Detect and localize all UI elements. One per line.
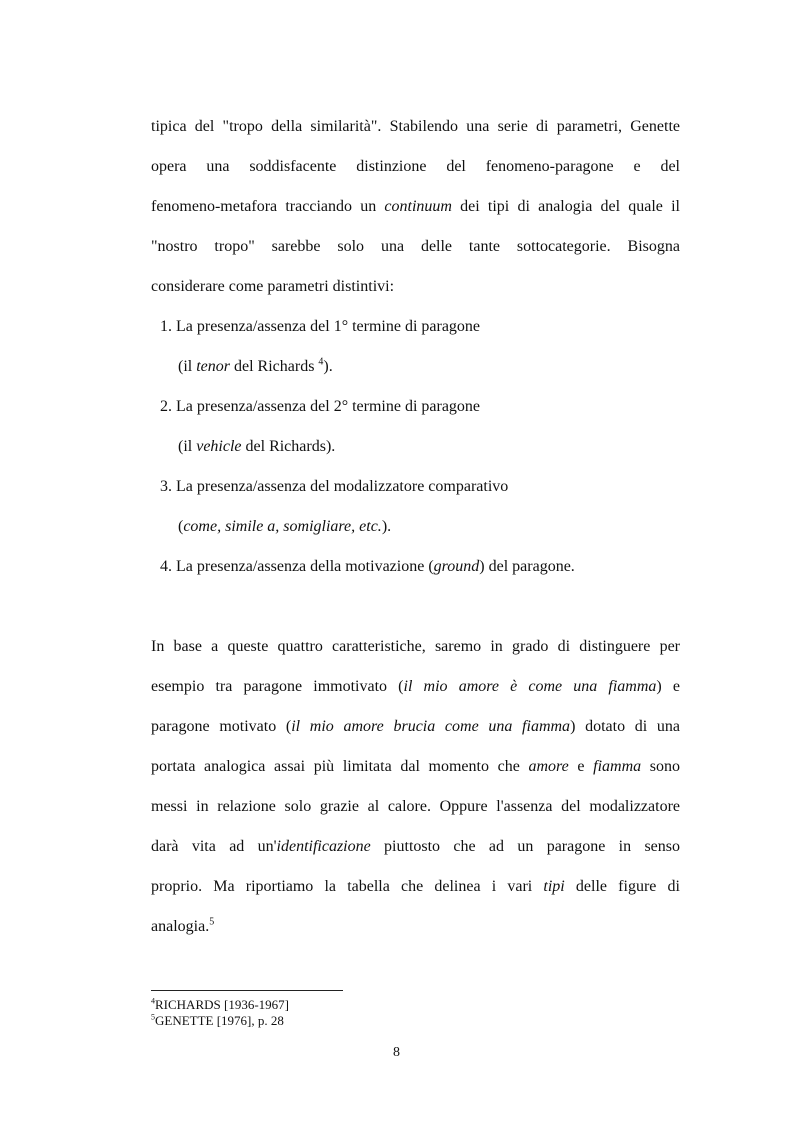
paragraph-1-line-3: [151, 197, 680, 217]
paragraph-2-line-7: [151, 877, 680, 897]
italic-example: il mio amore brucia come una fiamma: [291, 718, 571, 735]
text-run: sono: [641, 758, 681, 775]
italic-term: continuum: [384, 198, 452, 215]
text-run: (: [178, 518, 184, 535]
text-run: del Richards: [230, 358, 319, 375]
text-run: darà vita ad un': [151, 838, 277, 855]
text-run: ).: [323, 358, 333, 375]
text-run: fenomeno-metafora tracciando un: [151, 198, 385, 215]
italic-term: amore: [528, 758, 569, 775]
list-number: 2.: [160, 398, 172, 415]
italic-term: fiamma: [593, 758, 642, 775]
italic-term: vehicle: [196, 438, 242, 455]
italic-term: identificazione: [276, 838, 371, 855]
text-run: proprio. Ma riportiamo la tabella che delinea i vari: [151, 878, 544, 895]
paragraph-2-line-1: In base a queste quattro caratteristiche, saremo in grado di distinguere per: [151, 638, 680, 655]
text-run: ).: [381, 518, 392, 535]
paragraph-2-line-5: messi in relazione solo grazie al calore. Oppure l'assenza del modalizzatore: [151, 798, 680, 815]
text-run: del Richards).: [241, 438, 336, 455]
list-item-3-detail: [178, 517, 391, 537]
paragraph-1-line-2: opera una soddisfacente distinzione del fenomeno-paragone e del: [151, 158, 680, 175]
text-run: ) e: [656, 678, 680, 695]
page-number: 8: [393, 1045, 400, 1060]
paragraph-2-line-8: [151, 917, 680, 937]
list-number: 1.: [160, 318, 172, 335]
paragraph-2-line-6: [151, 837, 680, 857]
footnote-text: RICHARDS [1936-1967]: [155, 997, 289, 1012]
text-run: piuttosto che ad un paragone in senso: [370, 838, 680, 855]
text-run: dei tipi di analogia del quale il: [451, 198, 681, 215]
paragraph-2-line-4: [151, 757, 680, 777]
text-run: analogia.: [151, 918, 210, 935]
text-run: paragone motivato (: [151, 718, 292, 735]
list-item-2: [160, 397, 480, 417]
list-item-1: [160, 317, 480, 337]
list-item-3: [160, 477, 508, 497]
text-run: ) del paragone.: [479, 558, 575, 575]
paragraph-1-line-4: "nostro tropo" sarebbe solo una delle tante sottocategorie. Bisogna: [151, 238, 680, 255]
text-run: (il: [178, 358, 197, 375]
text-run: ) dotato di una: [570, 718, 680, 735]
italic-term: tipi: [543, 878, 565, 895]
text-run: esempio tra paragone immotivato (: [151, 678, 404, 695]
paragraph-1-line-1: tipica del "tropo della similarità". Stabilendo una serie di parametri, Genette: [151, 118, 680, 135]
italic-term: come, simile a, somigliare, etc.: [183, 518, 382, 535]
list-item-1-detail: [178, 357, 333, 377]
footnote-text: GENETTE [1976], p. 28: [155, 1013, 284, 1028]
list-item-4: [160, 557, 575, 577]
paragraph-2-line-3: [151, 717, 680, 737]
footnote-separator: [151, 990, 343, 991]
footnote-marker: 4: [151, 996, 155, 1006]
text-run: (il: [178, 438, 197, 455]
footnote-marker: 5: [151, 1012, 155, 1022]
footnote-ref: 5: [209, 916, 215, 928]
paragraph-1-line-5: considerare come parametri distintivi:: [151, 278, 395, 295]
footnote-2: [151, 1013, 284, 1029]
text-run: e: [568, 758, 594, 775]
italic-example: il mio amore è come una fiamma: [403, 678, 657, 695]
text-run: portata analogica assai più limitata dal momento che: [151, 758, 529, 775]
text-run: La presenza/assenza della motivazione (: [172, 558, 434, 575]
list-text: La presenza/assenza del modalizzatore comparativo: [176, 478, 509, 495]
footnote-ref: 4: [318, 356, 324, 368]
list-text: La presenza/assenza del 1° termine di paragone: [176, 318, 481, 335]
list-item-2-detail: [178, 437, 335, 457]
paragraph-2-line-2: [151, 677, 680, 697]
list-number: 4.: [160, 558, 172, 575]
list-text: La presenza/assenza del 2° termine di paragone: [176, 398, 481, 415]
list-number: 3.: [160, 478, 172, 495]
footnote-1: [151, 997, 289, 1013]
text-run: delle figure di: [564, 878, 681, 895]
italic-term: ground: [433, 558, 480, 575]
italic-term: tenor: [196, 358, 230, 375]
